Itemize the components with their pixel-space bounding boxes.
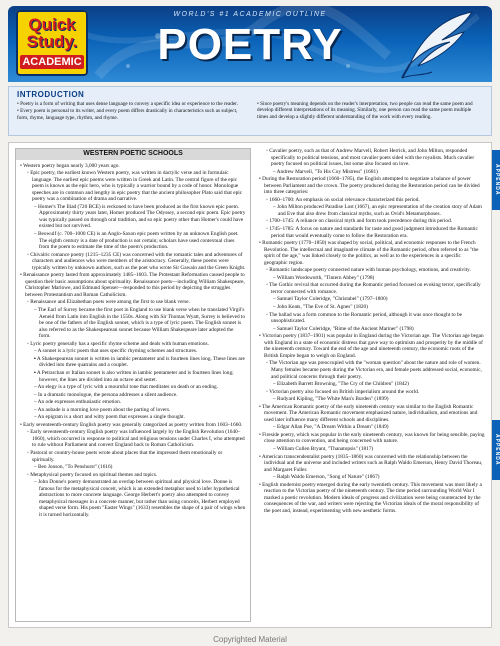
main-content <box>8 142 492 628</box>
intro-left-column <box>17 101 243 122</box>
quill-pen-icon <box>392 8 484 80</box>
outline-entry: – Samuel Taylor Coleridge, "Rime of the Ancient Mariner" (1798) <box>273 325 414 332</box>
outline-entry: • Victorian poetry (1837–1901) was popular in England during the Victorian age. The Victorian age began with England in a state of economic distress that gave way to optimism and prosperity by the middle of the nineteenth century. Toward the end of the age and nineteenth century, the economic roots of the British Empire began to weigh on England. <box>259 333 484 359</box>
copyright-footer: Copyrighted Material <box>213 635 287 644</box>
outline-entry: – In a dramatic monologue, the persona addresses a silent audience. <box>34 391 178 398</box>
intro-right-column <box>257 101 483 122</box>
logo-academic-label: ACADEMIC <box>20 55 84 69</box>
outline-entry: – John Keats, "The Eve of St. Agnes" (1820) <box>273 304 368 311</box>
outline-entry: ▪ A Shakespearean sonnet is written in iambic pentameter and is fourteen lines long. These lines are divided into three quatrains and a couplet. <box>34 355 245 369</box>
outline-entry: – An ode expresses enthusiastic emotion. <box>34 399 122 406</box>
outline-entry: – John Milton produced Paradise Lost (1667), an epic representation of the creation story of Adam and Eve that also drew from classical myths, such as Ovid's Metamorphoses. <box>273 204 482 217</box>
left-column <box>15 148 251 622</box>
logo-line-2: Study. <box>26 32 78 51</box>
outline-entry: – Rudyard Kipling, "The White Man's Burden" (1899) <box>273 396 389 403</box>
outline-entry: – Ralph Waldo Emerson, "Song of Nature" (1867) <box>273 474 380 481</box>
outline-entry: ◦ 1660–1700: An emphasis on social relevance characterized this period. <box>266 196 420 203</box>
outline-entry: – Ben Jonson, "To Penshurst" (1616) <box>34 464 113 471</box>
outline-entry: – Beowulf (c. 700–1000 CE) is an Anglo-Saxon epic poem written by an unknown English poet. The eighth century is a date of production is not certain; scholars have used contextual clues from the poem to estimate the time of the poem's production. <box>34 231 239 251</box>
outline-entry: – An epigram is a short and witty poem that expresses a single thought. <box>34 414 185 421</box>
section-heading: WESTERN POETIC SCHOOLS <box>16 149 250 160</box>
intro-bullet: • Poetry is a form of writing that uses dense language to convey a specific idea or experience to the reader. <box>17 101 238 107</box>
outline-entry: ◦ Victorian poetry also focused on British imperialism around the world. <box>266 388 420 395</box>
outline-entry: ◦ Cavalier poetry, such as that of Andrew Marvell, Robert Herrick, and John Milton, responded specifically to political tensions, and most cavalier poets sided with the royalists. Much cavalier poetry focused on political issues, but some also focused on love. <box>266 148 475 168</box>
outline-entry: ▪ A Petrarchan or Italian sonnet is also written in iambic pentameter and is fourteen lines long; however, the lines are divided into an octave and sestet. <box>34 369 234 383</box>
outline-entry: ◦ The Victorian age was preoccupied with the "woman question" about the nature and role of women. Many females became poets during the Victorian era, and female poets addressed social, economic, and political concerns through their poetry. <box>266 360 482 380</box>
outline-entry: – John Donne's poetry demonstrated an overlap between spiritual and physical love. Donne is famous for the metaphysical conceit, which is an extended metaphor used to infer hypothetical abstractions to more concrete language. George Herbert's poetry also attempted to convey metaphysical messages in a concrete manner, but rather than using conceits, Herbert employed shaped verse form. His poem "Easter Wings" (1633) resembles the shape of a pair of wings when it is turned horizontally. <box>34 479 246 518</box>
intro-bullet: • Every poem is personal to its writer, and every poem differs drastically in characteristics such as subject, form, rhyme, language type, rhythm, and rhyme. <box>17 108 238 121</box>
outline-entry: ◦ Chivalric romance poetry (1215–1235 CE) was concerned with the romantic tales and adventures of characters and audiences who were members of the aristocracy. Generally, these poems were typically written by unknown authors, such as the poet who wrote Sir Gawain and the Green Knight. <box>27 251 246 271</box>
introduction-box <box>8 86 492 136</box>
outline-entry: – Edgar Allan Poe, "A Dream Within a Dream" (1849) <box>273 424 389 431</box>
logo-line-1: Quick <box>28 15 76 34</box>
outline-entry: • During the Restoration period (1660–1785), the English attempted to negotiate a balance of power between Parliament and the crown. The poetry produced during the Restoration period can be divided into three categories: <box>259 176 480 196</box>
outline-entry: ◦ Romantic landscape poetry connected nature with human psychology, emotions, and creativity. <box>266 267 471 274</box>
introduction-heading: INTRODUCTION <box>17 90 85 99</box>
side-tab: APPENDA <box>492 420 500 480</box>
outline-entry: • Renaissance poetry lasted from approximately 1485–1603. The Protestant Reformation caused people to question their basic assumptions about spirituality. Renaissance poets—including William Shakespeare, Christopher Marlowe, and Edmund Spenser—responded to this period by depicting the struggles between Protestantism and Roman Catholicism. <box>20 272 245 298</box>
outline-entry: – William Wordsworth, "Tintern Abbey" (1798) <box>273 274 375 281</box>
tagline: WORLD'S #1 ACADEMIC OUTLINE <box>173 11 327 18</box>
outline-entry: ◦ Epic poetry, the earliest known Western poetry, was written in dactylic verse and in formulaic language. The earliest epic poems were written in Greek and Latin. The central figure of the epic poem is known as the epic hero, who is typically a warrior bound by a code of honor. Monologue speeches are in common and lengthy in epic poetry that the ancient philosopher Plato said that epic poetry was a combination of drama and narrative. <box>27 170 243 203</box>
right-column <box>259 148 485 622</box>
outline-entry: – William Cullen Bryant, "Thanatopsis" (1817) <box>273 445 374 452</box>
side-tab: APPENDA <box>492 150 500 210</box>
outline-entry: – Homer's The Iliad (720 BCE) is reckoned to have been produced as the first known epic poem. Approximately thirty years later, Homer produced The Odyssey, a second epic poem. Epic poetry was typically passed on through oral tradition, and so epic poetry other than Homer's could have existed but not survived. <box>34 203 246 230</box>
outline-entry: – The Earl of Surrey became the first poet in England to use blank verse when he translated Virgil's Aeneid from Latin into English in the 1550s. Along with Sir Thomas Wyatt, Surrey is believed to be one of the fathers of the English sonnet, which is a type of lyric poem. The English sonnet is also referred to as the Shakespearean sonnet because William Shakespeare later adopted the form. <box>34 307 246 340</box>
outline-entry: • Western poetry began nearly 3,000 years ago. <box>20 162 120 169</box>
outline-entry: – Andrew Marvell, "To His Coy Mistress" (1681) <box>273 168 378 175</box>
page-title: POETRY <box>157 20 343 69</box>
outline-entry: • Romantic poetry (1770–1850) was shaped by social, political, and economic responses to the French Revolution. The intellectual and imaginative climate of the Romantic period, often referred to as "the spirit of the age," was linked closely to the politics, as well as to the experiences in a specific geographic region. <box>259 240 479 266</box>
outline-entry: ◦ Early seventeenth-century English poetry was influenced largely by the English Revolution (1640–1660), which occurred in response to political and religious tensions under Charles I, who attempted to rule without Parliament and convert England back to Roman Catholicism. <box>27 429 245 449</box>
outline-entry: ◦ 1745–1785: A focus on nature and standards for taste and good judgment introduced the Romantic period that would eventually come to follow the Restoration era. <box>266 226 478 239</box>
outline-entry: – An aubade is a morning love poem about the parting of lovers. <box>34 406 171 413</box>
header-banner <box>8 6 492 82</box>
outline-entry: • Early seventeenth-century English poetry was generally categorized as poetry written from 1603–1660. <box>20 421 243 428</box>
outline-entry: • The American Romantic poetry of the early nineteenth century was similar to the English Romantic movement. The American Romantic movement emphasized nature, individualism, and emotions and used later influence many different schools and disciplines. <box>259 403 478 423</box>
outline-entry: • American transcendentalist poetry (1835–1860) was concerned with the relationship between the individual and the universe and included writers such as Ralph Waldo Emerson, Henry David Thoreau, and Margaret Fuller. <box>259 453 483 473</box>
outline-entry: ◦ Metaphysical poetry focused on spiritual themes and topics. <box>27 471 158 478</box>
outline-entry: – Elizabeth Barrett Browning, "The Cry of the Children" (1842) <box>273 381 409 388</box>
outline-entry: ◦ The Gothic revival that occurred during the Romantic period focused on evoking terror, specifically terror connected with romance. <box>266 282 481 295</box>
outline-entry: ◦ Lyric poetry generally has a specific rhyme scheme and deals with human emotions. <box>27 340 209 347</box>
intro-bullet: • Since poetry's meaning depends on the reader's interpretation, two people can read the same poem and develop different interpretations of its meaning. Similarly, one person can read the same poem multiple times and develop a slightly different understanding of the work with every reading. <box>257 101 473 120</box>
outline-entry: ◦ Pastoral or country-house poets wrote about places that the impressed them emotionally or spiritually. <box>27 449 223 463</box>
outline-entry: ◦ The ballad was a form common to the Romantic period, although it was once thought to be unsophisticated. <box>266 311 462 325</box>
outline-entry: ◦ 1700–1745: A reliance on classical myth and form took precedence during this period. <box>266 218 453 225</box>
outline-entry: – Samuel Taylor Coleridge, "Christabel" (1797–1800) <box>273 296 388 303</box>
outline-entry: – A sonnet is a lyric poem that uses specific rhyming schemes and structures. <box>34 348 198 355</box>
outline-entry: – An elegy is a type of lyric with a mournful tone that meditates on death or an ending. <box>34 384 219 391</box>
outline-entry: ◦ Renaissance and Elizabethan poets were among the first to use blank verse. <box>27 299 190 306</box>
outline-entry: • English modernist poetry emerged during the early twentieth century. This movement was most likely a reaction to the Victorian poetry of the nineteenth century. The time period surrounding World War I marked a poetic revolution. Modern ideals of progress and civilization were being counteracted by the consequences of the war, and writers were rejecting the Victorian ideals of the moral responsibility of the poet and, instead, experimenting with new aesthetic forms. <box>259 481 482 514</box>
outline-entry: • Fireside poetry, which was popular in the early nineteenth century, was known for being sensible, paying close attention to convention, and being concerned with nature. <box>259 431 485 445</box>
